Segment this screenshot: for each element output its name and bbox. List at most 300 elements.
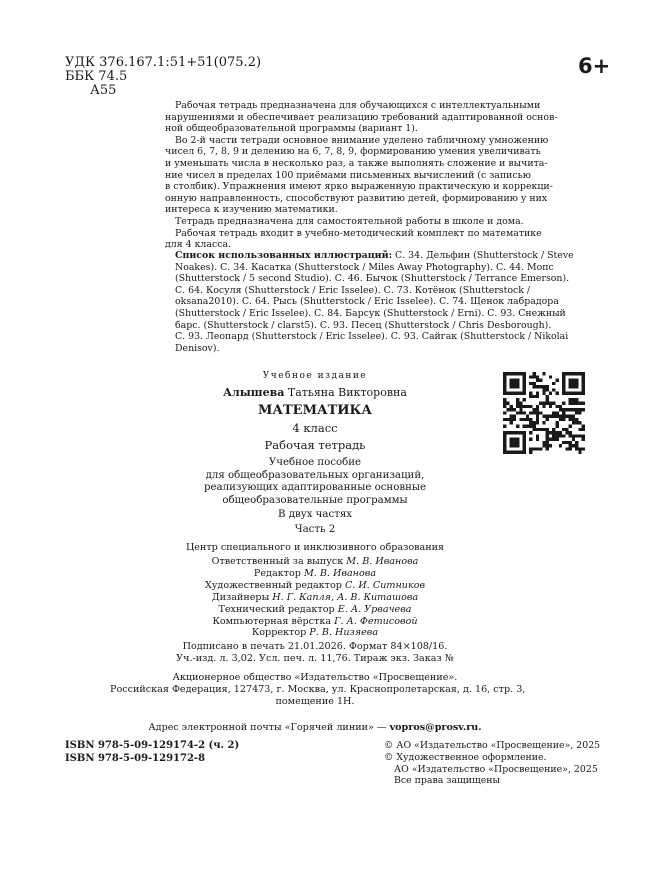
qr-module [565,415,568,418]
annotation-line: Рабочая тетрадь входит в учебно-методический комплект по математике [175,227,542,239]
qr-module [549,438,552,441]
qr-module [572,444,575,447]
qr-module [523,392,526,395]
qr-module [536,379,539,382]
qr-module [516,431,519,434]
annotation-line: ной общеобразовательной программы (вариант 1). [165,123,418,135]
qr-module [523,444,526,447]
qr-module [559,418,562,421]
qr-module [513,372,516,375]
qr-module [575,408,578,411]
qr-module [510,451,513,454]
qr-module [578,421,581,424]
qr-module [506,392,509,395]
qr-module [526,418,529,421]
qr-module [578,451,581,454]
part-number: Часть 2 [294,524,336,535]
qr-module [513,444,516,447]
qr-module [519,405,522,408]
qr-module [555,438,558,441]
qr-module [569,447,572,450]
illustrations-line: oksana2010). С. 64. Рысь (Shutterstock / Eric Isselee). С. 74. Щенок лабрадора [175,296,559,308]
illustrations-line: Denisov). [175,342,220,354]
qr-module [546,441,549,444]
qr-module [516,441,519,444]
qr-module [546,395,549,398]
illustrations-line: Noakes). С. 34. Касатка (Shutterstock / Miles Away Photography). С. 44. Мопс [175,261,554,273]
copyright-line: © Художественное оформление. [384,751,547,763]
qr-module [503,372,506,375]
qr-module [562,441,565,444]
qr-module [562,382,565,385]
qr-module [552,434,555,437]
qr-module [546,418,549,421]
qr-module [533,382,536,385]
qr-module [578,434,581,437]
qr-module [575,434,578,437]
isbn-set: ISBN 978-5-09-129172-8 [65,752,206,764]
qr-module [529,375,532,378]
qr-module [529,405,532,408]
qr-module [533,447,536,450]
qr-module [523,379,526,382]
illustrations-heading: Список использованных иллюстраций: [175,250,393,261]
qr-module [542,405,545,408]
qr-module [549,415,552,418]
qr-module [513,415,516,418]
qr-module [578,372,581,375]
qr-module [503,447,506,450]
qr-module [516,372,519,375]
illustrations-line: (Shutterstock / 5 second Studio). С. 46. Бычок (Shutterstock / Terrance Emerson). [175,273,570,285]
qr-module [562,375,565,378]
qr-module [513,451,516,454]
qr-module [513,441,516,444]
qr-module [536,447,539,450]
qr-module [533,428,536,431]
qr-module [533,385,536,388]
qr-module [546,438,549,441]
qr-module [519,372,522,375]
qr-module [542,441,545,444]
qr-module [523,382,526,385]
qr-module [536,438,539,441]
qr-module [536,428,539,431]
qr-module [575,411,578,414]
qr-module [523,447,526,450]
annotation-line: интереса к изучению математики. [165,204,338,216]
qr-module [539,411,542,414]
qr-module [536,418,539,421]
grade: 4 класс [292,421,338,435]
qr-module [503,438,506,441]
qr-module [578,408,581,411]
qr-module [516,411,519,414]
qr-module [549,444,552,447]
qr-module [503,444,506,447]
qr-module [523,431,526,434]
qr-module [523,441,526,444]
qr-module [562,411,565,414]
hotline-email [110,722,520,733]
annotation [165,100,558,251]
qr-module [519,408,522,411]
qr-module [572,434,575,437]
staff-line: Ответственный за выпуск М. В. Иванова [211,556,419,567]
qr-module [569,402,572,405]
author-surname: Алышева [223,386,285,399]
qr-module [533,395,536,398]
qr-module [565,441,568,444]
qr-module [549,431,552,434]
qr-module [562,415,565,418]
qr-module [503,418,506,421]
qr-module [513,418,516,421]
qr-module [523,375,526,378]
qr-module [569,392,572,395]
qr-module [536,411,539,414]
annotation-line: чисел 6, 7, 8, 9 и делению на 6, 7, 8, 9, формированию умения увеличивать [165,146,541,158]
illustrations-line: барс. (Shutterstock / clarst5). С. 93. Песец (Shutterstock / Chris Desborough). [175,319,552,331]
qr-module [582,372,585,375]
qr-module [510,372,513,375]
qr-module [519,451,522,454]
qr-module [536,395,539,398]
qr-module [523,405,526,408]
qr-module [546,402,549,405]
qr-module [582,375,585,378]
qr-module [578,428,581,431]
qr-module [572,372,575,375]
qr-module [536,385,539,388]
purpose-line: для общеобразовательных организаций, [205,469,425,481]
qr-module [533,411,536,414]
illustrations-line: (Shutterstock / Eric Isselee). С. 84. Барсук (Shutterstock / Erni). С. 93. Снежный [175,307,566,319]
isbn-block [65,740,239,765]
qr-module [569,441,572,444]
copyright-block [384,740,600,787]
qr-module [565,428,568,431]
qr-module [575,382,578,385]
illustrations-line: С. 93. Леопард (Shutterstock / Eric Isselee). С. 93. Сайгак (Shutterstock / Nikolai [175,331,569,343]
qr-module [536,421,539,424]
qr-module [582,434,585,437]
qr-module [572,438,575,441]
qr-module [510,418,513,421]
qr-module [562,385,565,388]
qr-module [503,434,506,437]
qr-module [555,411,558,414]
qr-module [569,418,572,421]
isbn-part: ISBN 978-5-09-129174-2 (ч. 2) [65,740,240,751]
annotation-line: для 4 класса. [165,239,232,251]
qr-code-icon [503,372,585,454]
qr-module [572,418,575,421]
qr-module [510,405,513,408]
qr-module [582,402,585,405]
qr-module [506,372,509,375]
qr-module [516,402,519,405]
qr-module [542,444,545,447]
copyright-line: Все права защищены [394,775,500,787]
purpose [150,457,480,507]
qr-module [555,421,558,424]
staff-line: Дизайнеры Н. Г. Капля, А. В. Киташова [211,591,419,603]
author [150,386,480,399]
qr-module [536,375,539,378]
qr-module [562,418,565,421]
copyright-line: АО «Издательство «Просвещение», 2025 [394,763,598,775]
qr-module [510,385,513,388]
qr-module [523,418,526,421]
purpose-line: Учебное пособие [268,457,362,468]
qr-module [536,405,539,408]
qr-module [569,398,572,401]
qr-module [555,434,558,437]
qr-module [506,402,509,405]
qr-module [582,392,585,395]
qr-module [552,428,555,431]
qr-module [569,424,572,427]
qr-module [572,385,575,388]
qr-module [529,431,532,434]
qr-module [569,385,572,388]
qr-module [575,372,578,375]
qr-module [510,441,513,444]
book-title: МАТЕМАТИКА [258,403,372,418]
qr-module [572,408,575,411]
qr-module [539,385,542,388]
qr-module [569,408,572,411]
qr-module [529,424,532,427]
qr-module [523,438,526,441]
qr-module [555,415,558,418]
annotation-line: Рабочая тетрадь предназначена для обучающихся с интеллектуальными [175,100,541,111]
qr-module [513,382,516,385]
qr-module [529,421,532,424]
qr-module [582,447,585,450]
qr-module [503,424,506,427]
qr-module [565,408,568,411]
annotation-line: онную направленность, способствуют развитию детей, формированию у них [165,192,548,204]
qr-module [503,431,506,434]
staff-line: Технический редактор Е. А. Урвачева [218,603,412,615]
staff-line: Редактор М. В. Иванова [253,567,377,579]
qr-module [562,388,565,391]
qr-module [516,451,519,454]
qr-module [575,398,578,401]
qr-module [552,411,555,414]
qr-module [565,392,568,395]
qr-module [510,382,513,385]
qr-module [559,408,562,411]
qr-module [523,424,526,427]
qr-module [555,379,558,382]
qr-module [539,428,542,431]
qr-module [513,438,516,441]
qr-module [555,431,558,434]
copyright-line: © АО «Издательство «Просвещение», 2025 [384,740,601,751]
qr-module [578,411,581,414]
qr-module [555,392,558,395]
print-line: Уч.-изд. л. 3,02. Усл. печ. л. 11,76. Тираж экз. Заказ № [176,652,454,664]
qr-module [542,372,545,375]
qr-module [516,392,519,395]
publisher-line: Российская Федерация, 127473, г. Москва, ул. Краснопролетарская, д. 16, стр. 3, [110,683,526,695]
illustrations-line: С. 34. Дельфин (Shutterstock / Steve [392,250,574,261]
qr-module [582,424,585,427]
qr-module [562,392,565,395]
qr-module [516,424,519,427]
print-line: Подписано в печать 21.01.2026. Формат 84×108/16. [182,641,448,652]
qr-module [503,385,506,388]
publisher-line: помещение 1Н. [275,695,355,707]
qr-module [546,431,549,434]
qr-module [575,418,578,421]
qr-module [575,402,578,405]
qr-module [539,402,542,405]
qr-module [569,431,572,434]
qr-module [523,385,526,388]
qr-module [529,418,532,421]
qr-module [503,402,506,405]
qr-module [513,392,516,395]
qr-module [562,408,565,411]
qr-module [546,415,549,418]
classification-codes [65,56,261,98]
qr-module [516,382,519,385]
purpose-line: общеобразовательные программы [222,494,408,506]
staff-line: Художественный редактор С. И. Ситников [204,579,426,591]
qr-module [506,431,509,434]
qr-module [559,405,562,408]
qr-module [559,431,562,434]
qr-module [552,415,555,418]
qr-module [523,451,526,454]
qr-module [572,421,575,424]
qr-module [578,447,581,450]
qr-module [559,415,562,418]
publisher-info [110,672,526,708]
qr-module [546,398,549,401]
qr-module [546,447,549,450]
qr-module [575,421,578,424]
annotation-line: Тетрадь предназначена для самостоятельной работы в школе и дома. [175,215,524,227]
qr-module [562,379,565,382]
qr-module [572,382,575,385]
qr-code [503,372,585,458]
qr-module [542,385,545,388]
qr-module [575,379,578,382]
qr-module [569,382,572,385]
qr-module [552,431,555,434]
qr-module [506,451,509,454]
qr-module [510,408,513,411]
qr-module [529,447,532,450]
qr-module [513,385,516,388]
qr-module [533,372,536,375]
qr-module [569,379,572,382]
age-rating: 6+ [578,54,611,78]
annotation-line: ние чисел в пределах 100 приёмами письменных вычислений (с записью [165,169,531,181]
qr-module [533,375,536,378]
print-info [130,641,500,665]
qr-module [503,379,506,382]
qr-module [503,451,506,454]
qr-module [523,398,526,401]
qr-module [552,438,555,441]
qr-module [533,424,536,427]
qr-module [569,434,572,437]
annotation-line: и уменьшать числа в несколько раз, а также выполнять сложение и вычита- [165,157,548,169]
qr-module [582,382,585,385]
qr-module [529,451,532,454]
qr-module [578,402,581,405]
qr-module [516,438,519,441]
qr-module [565,372,568,375]
qr-module [562,372,565,375]
publisher-line: Акционерное общество «Издательство «Просвещение». [172,672,458,683]
qr-module [546,444,549,447]
qr-module [516,398,519,401]
qr-module [516,385,519,388]
author-name: Татьяна Викторовна [284,386,407,399]
email-label: Адрес электронной почты «Горячей линии» — [148,722,390,733]
qr-module [562,434,565,437]
qr-module [503,392,506,395]
qr-module [565,431,568,434]
qr-module [503,405,506,408]
qr-module [539,447,542,450]
qr-module [539,379,542,382]
qr-module [578,392,581,395]
annotation-line: в столбик). Упражнения имеют ярко выраженную практическую и коррекци- [165,181,553,193]
qr-module [533,408,536,411]
qr-module [503,441,506,444]
author-code: А55 [90,83,117,98]
editorial-center: Центр специального и инклюзивного образования [185,542,445,553]
qr-module [519,418,522,421]
qr-module [503,411,506,414]
qr-module [536,434,539,437]
qr-module [542,392,545,395]
qr-module [575,444,578,447]
illustrations-list [175,250,574,354]
qr-module [549,402,552,405]
qr-module [542,402,545,405]
qr-module [516,444,519,447]
qr-module [546,385,549,388]
annotation-line: Во 2-й части тетради основное внимание уделено табличному умножению [175,134,549,146]
qr-module [533,421,536,424]
qr-module [542,388,545,391]
qr-module [513,431,516,434]
qr-module [523,372,526,375]
qr-module [582,408,585,411]
qr-module [503,398,506,401]
qr-module [510,379,513,382]
qr-module [526,424,529,427]
qr-module [523,411,526,414]
qr-module [503,388,506,391]
qr-module [519,431,522,434]
qr-module [582,385,585,388]
qr-module [529,411,532,414]
qr-module [542,428,545,431]
qr-module [510,431,513,434]
qr-module [510,415,513,418]
qr-module [582,379,585,382]
